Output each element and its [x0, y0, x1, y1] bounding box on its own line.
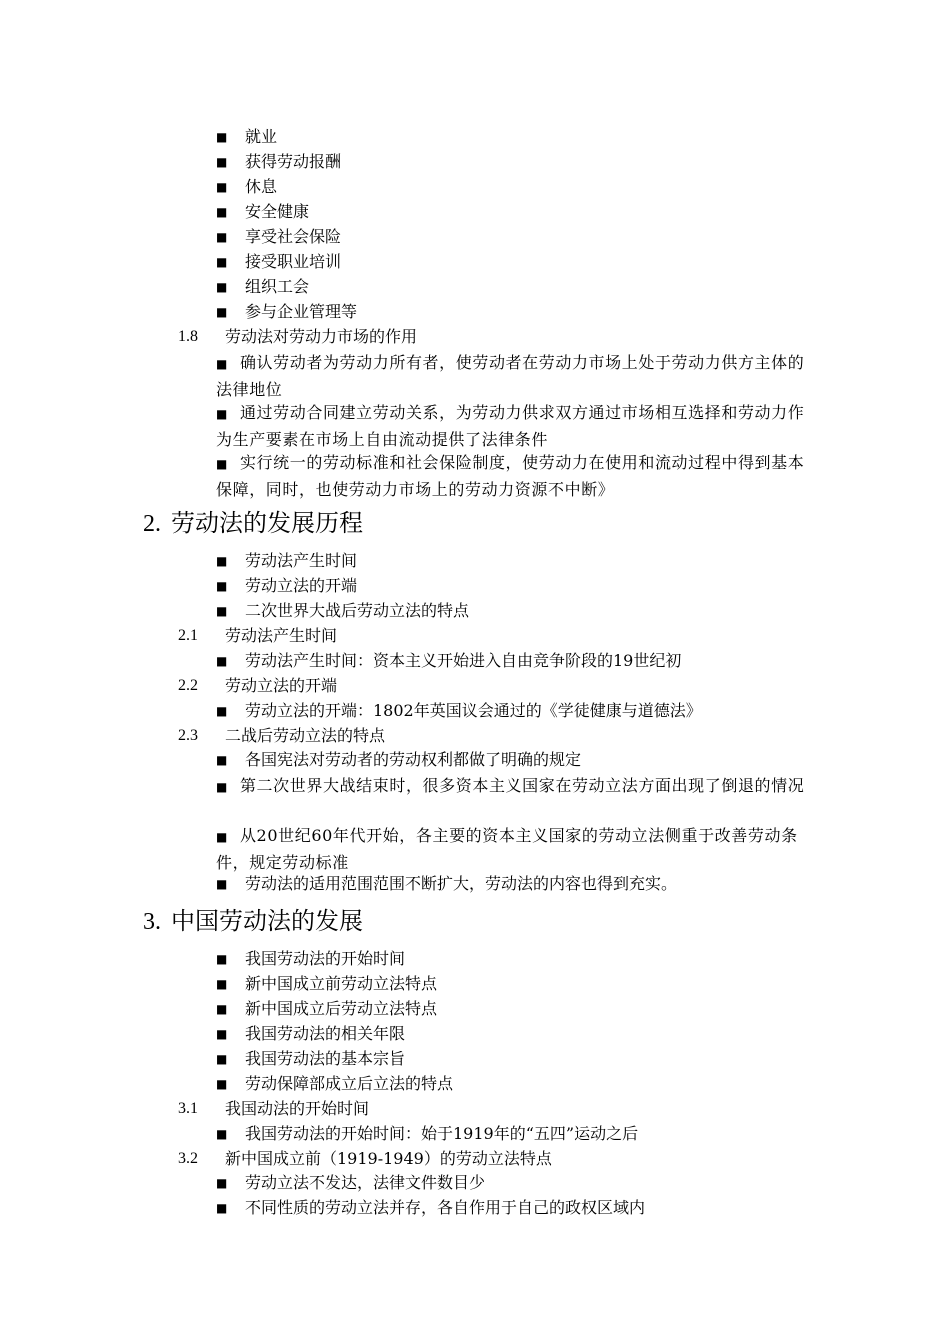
bullet-icon: ■: [216, 205, 228, 219]
paragraph-item: ■ 通过劳动合同建立劳动关系，为劳动力供求双方通过市场相互选择和劳动力作为生产要素在市场上自由流动提供了法律条件: [216, 403, 805, 449]
paragraph-item: ■ 第二次世界大战结束时，很多资本主义国家在劳动立法方面出现了倒退的情况: [216, 776, 805, 795]
bullet-icon: ■: [216, 407, 228, 421]
bullet-icon: ■: [216, 180, 228, 194]
bullet-icon: ■: [216, 554, 228, 568]
bullet-icon: ■: [216, 780, 228, 794]
bullet-icon: ■: [216, 457, 228, 471]
bullet-icon: ■: [216, 579, 228, 593]
paragraph-item: ■ 确认劳动者为劳动力所有者，使劳动者在劳动力市场上处于劳动力供方主体的法律地位: [216, 353, 805, 399]
bullet-icon: ■: [216, 977, 228, 991]
bullet-icon: ■: [216, 704, 228, 718]
bullet-icon: ■: [216, 1002, 228, 1016]
bullet-icon: ■: [216, 952, 228, 966]
bullet-icon: ■: [216, 155, 228, 169]
bullet-icon: ■: [216, 877, 228, 891]
document-page: ■ 就业 ■ 获得劳动报酬 ■ 休息 ■ 安全健康 ■ 享受社会保险 ■ 接受职业培训 ■ 组织工会 ■ 参与企业管理等 1.8 劳动法对劳动力市场的作用 ■ 确认劳动者为劳动力所有者，使劳动者在劳动力市场上处于劳动力供方主体的法律地位 ■ 通过劳动合同建立劳动关系，为劳动力供求双方通过市场相互选择和劳动力作为生产要素在市场上自由流动提供了法律条件 ■ 实行统一的劳动标准和社会保险制度，使劳动力在使用和流动过程中得到基本保障，同时，也使劳动力市场上的劳动力资源不中断》 2. 劳动法的发展历程 ■ 劳动法产生时间 ■ 劳动立法的开端 ■ 二次世界大战后劳动立法的特点 2.1 劳动法产生时间 ■ 劳动法产生时间：资本主义开始进入自由竞争阶段的19世纪初 2.2 劳动立法的开端 ■ 劳动立法的开端：1802年英国议会通过的《学徒健康与道德法》 2.3 二战后劳动立法的特点 ■ 各国宪法对劳动者的劳动权利都做了明确的规定 ■ 第二次世界大战结束时，很多资本主义国家在劳动立法方面出现了倒退的情况 ■ 从20世纪60年代开始，各主要的资本主义国家的劳动立法侧重于改善劳动条件，规定劳动标准 ■ 劳动法的适用范围范围不断扩大，劳动法的内容也得到充实。 3. 中国劳动法的发展 ■ 我国劳动法的开始时间 ■ 新中国成立前劳动立法特点 ■ 新中国成立后劳动立法特点 ■ 我国劳动法的相关年限 ■ 我国劳动法的基本宗旨 ■ 劳动保障部成立后立法的特点 3.1 我国动法的开始时间 ■ 我国劳动法的开始时间：始于1919年的“五四”运动之后 3.2 新中国成立前（1919-1949）的劳动立法特点 ■ 劳动立法不发达，法律文件数目少 ■ 不同性质的劳动立法并存，各自作用于自己的政权区域内: [0, 0, 950, 1344]
bullet-icon: ■: [216, 830, 228, 844]
paragraph-item: ■ 实行统一的劳动标准和社会保险制度，使劳动力在使用和流动过程中得到基本保障，同时，也使劳动力市场上的劳动力资源不中断》: [216, 453, 805, 499]
section-heading: 2. 劳动法的发展历程: [143, 509, 363, 537]
bullet-icon: ■: [216, 305, 228, 319]
bullet-icon: ■: [216, 130, 228, 144]
bullet-icon: ■: [216, 1176, 228, 1190]
bullet-icon: ■: [216, 1127, 228, 1141]
bullet-icon: ■: [216, 357, 228, 371]
bullet-icon: ■: [216, 1077, 228, 1091]
bullet-icon: ■: [216, 604, 228, 618]
bullet-icon: ■: [216, 255, 228, 269]
bullet-icon: ■: [216, 654, 228, 668]
paragraph-item: ■ 从20世纪60年代开始，各主要的资本主义国家的劳动立法侧重于改善劳动条件，规定劳动标准: [216, 826, 798, 872]
bullet-icon: ■: [216, 1052, 228, 1066]
section-heading: 3. 中国劳动法的发展: [143, 907, 363, 935]
bullet-icon: ■: [216, 230, 228, 244]
bullet-icon: ■: [216, 1201, 228, 1215]
bullet-icon: ■: [216, 753, 228, 767]
bullet-icon: ■: [216, 1027, 228, 1041]
bullet-icon: ■: [216, 280, 228, 294]
